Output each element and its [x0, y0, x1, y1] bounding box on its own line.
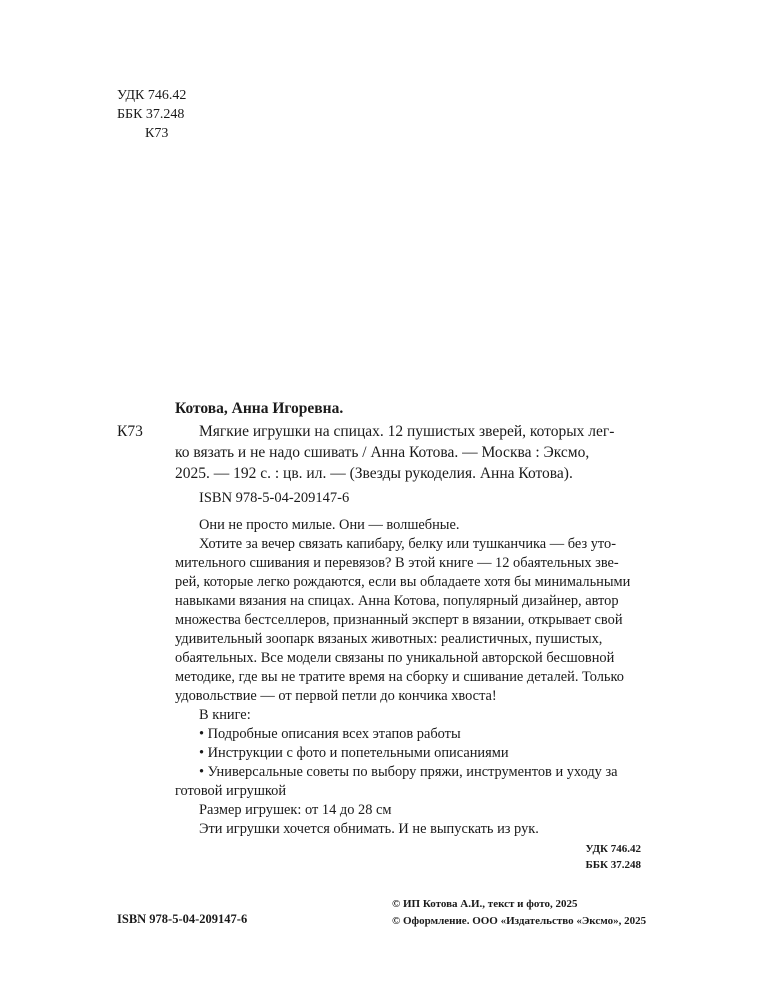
- title-line-1: Мягкие игрушки на спицах. 12 пушистых зверей, которых лег-: [199, 423, 615, 440]
- title-line-3: 2025. — 192 с. : цв. ил. — (Звезды рукоделия. Анна Котова).: [175, 465, 573, 482]
- footer-isbn: ISBN 978-5-04-209147-6: [117, 912, 248, 926]
- annotation-line: готовой игрушкой: [175, 783, 287, 799]
- copyright-text: © ИП Котова А.И., текст и фото, 2025: [392, 898, 578, 910]
- author-name: Котова, Анна Игоревна.: [175, 400, 344, 417]
- annotation-line: рей, которые легко рождаются, если вы обладаете хотя бы минимальными: [175, 574, 631, 590]
- bbk-code: ББК 37.248: [117, 107, 185, 122]
- list-item: • Универсальные советы по выбору пряжи, инструментов и уходу за: [199, 764, 618, 780]
- annotation-line: Размер игрушек: от 14 до 28 см: [199, 802, 392, 818]
- udk-code: УДК 746.42: [117, 88, 187, 103]
- list-item: • Инструкции с фото и попетельными описаниями: [199, 745, 509, 761]
- annotation-line: навыками вязания на спицах. Анна Котова, популярный дизайнер, автор: [175, 593, 619, 609]
- author-mark: К73: [145, 126, 169, 141]
- annotation-line: Хотите за вечер связать капибару, белку или тушканчика — без уто-: [199, 536, 617, 552]
- list-item: • Подробные описания всех этапов работы: [199, 726, 461, 742]
- udk-code-bottom: УДК 746.42: [585, 843, 641, 855]
- annotation-line: обаятельных. Все модели связаны по уникальной авторской бесшовной: [175, 650, 615, 666]
- isbn-record: ISBN 978-5-04-209147-6: [199, 490, 350, 506]
- bbk-code-bottom: ББК 37.248: [585, 859, 641, 871]
- annotation-line: методике, где вы не тратите время на сборку и сшивание деталей. Только: [175, 669, 624, 685]
- annotation-line: Они не просто милые. Они — волшебные.: [199, 517, 460, 533]
- annotation-line: Эти игрушки хочется обнимать. И не выпускать из рук.: [199, 821, 539, 837]
- annotation-line: В книге:: [199, 707, 251, 723]
- annotation-line: удовольствие — от первой петли до кончика хвоста!: [175, 688, 497, 704]
- annotation-line: мительного сшивания и перевязов? В этой книге — 12 обаятельных зве-: [175, 555, 619, 571]
- copyright-design: © Оформление. ООО «Издательство «Эксмо», 2025: [392, 915, 647, 927]
- title-line-2: ко вязать и не надо сшивать / Анна Котова. — Москва : Эксмо,: [175, 444, 590, 461]
- annotation-line: множества бестселлеров, признанный эксперт в вязании, открывает свой: [175, 612, 623, 628]
- annotation-line: удивительный зоопарк вязаных животных: реалистичных, пушистых,: [175, 631, 603, 647]
- margin-author-mark: К73: [117, 423, 143, 440]
